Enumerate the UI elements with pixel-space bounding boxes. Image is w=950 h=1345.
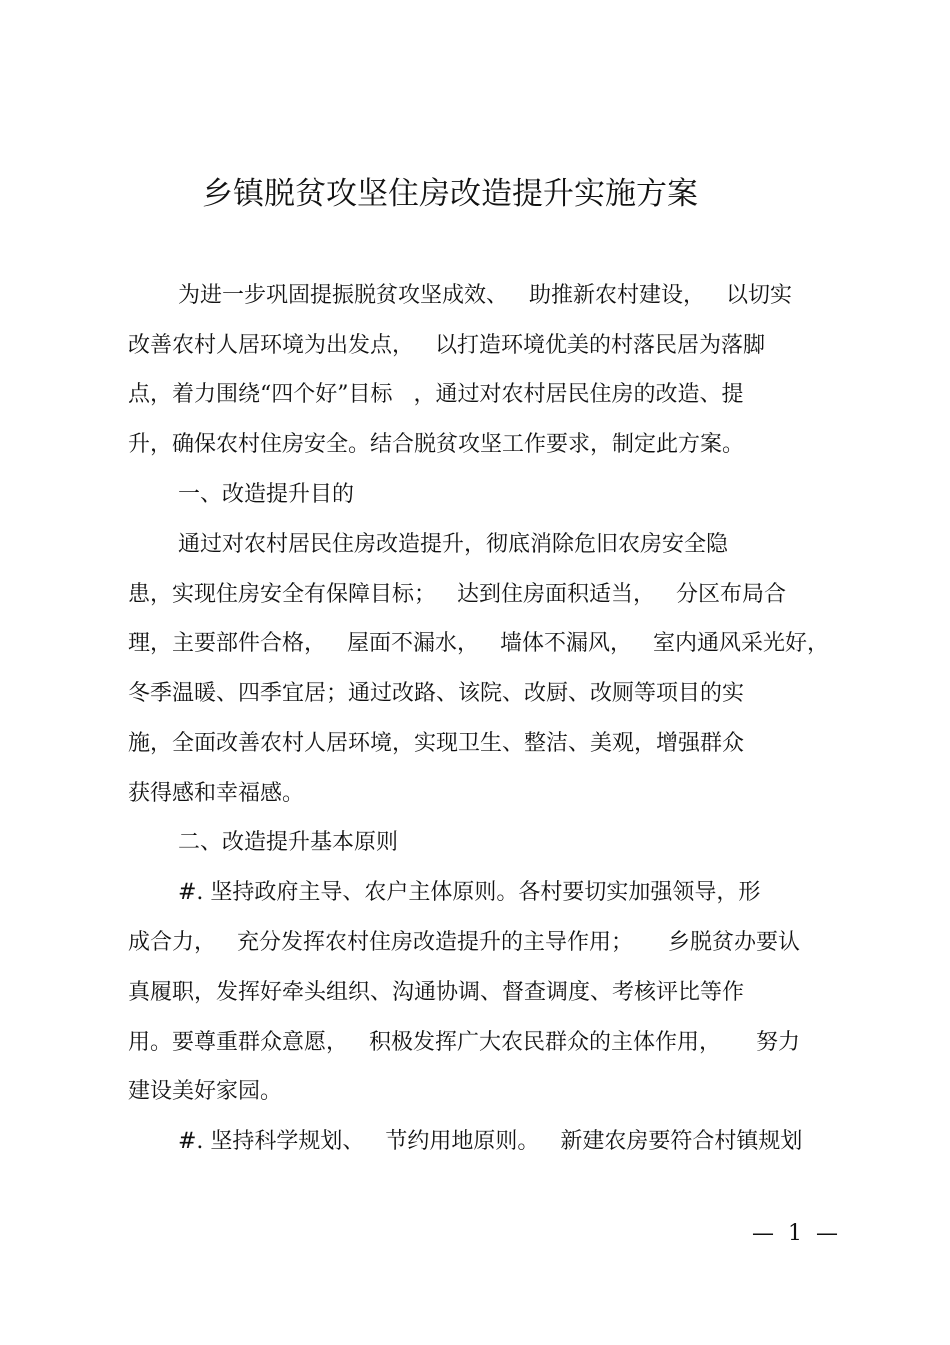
paragraph-line: 为进一步巩固提振脱贫攻坚成效、 助推新农村建设， 以切实 <box>178 283 792 308</box>
paragraph-line: 升，确保农村住房安全。结合脱贫攻坚工作要求，制定此方案。 <box>128 432 745 457</box>
document-title <box>0 172 950 216</box>
paragraph-line: 理，主要部件合格， 屋面不漏水， 墙体不漏风， 室内通风采光好， <box>128 631 829 656</box>
paragraph-line: 通过对农村居民住房改造提升，彻底消除危旧农房安全隐 <box>178 532 729 557</box>
paragraph-line: 成合力， 充分发挥农村住房改造提升的主导作用； 乡脱贫办要认 <box>128 930 800 955</box>
paragraph-line: 施，全面改善农村人居环境，实现卫生、整洁、美观，增强群众 <box>128 731 745 756</box>
paragraph-line: #. 坚持政府主导、农户主体原则。各村要切实加强领导，形 <box>178 880 761 905</box>
paragraph-line: 改善农村人居环境为出发点， 以打造环境优美的村落民居为落脚 <box>128 333 765 358</box>
paragraph-line: 建设美好家园。 <box>128 1079 283 1104</box>
paragraph-line: 冬季温暖、四季宜居；通过改路、该院、改厨、改厕等项目的实 <box>128 681 745 706</box>
paragraph-line: 真履职，发挥好牵头组织、沟通协调、督查调度、考核评比等作 <box>128 980 745 1005</box>
paragraph-line: 用。要尊重群众意愿， 积极发挥广大农民群众的主体作用， 努力 <box>128 1030 800 1055</box>
paragraph-line: #. 坚持科学规划、 节约用地原则。 新建农房要符合村镇规划 <box>178 1129 803 1154</box>
paragraph-line: 患，实现住房安全有保障目标； 达到住房面积适当， 分区布局合 <box>128 582 786 607</box>
page-number: — 1 — <box>752 1221 838 1246</box>
paragraph-line: 获得感和幸福感。 <box>128 781 305 806</box>
paragraph-line: 点，着力围绕“四个好”目标 ，通过对农村居民住房的改造、提 <box>128 382 744 407</box>
section-heading: 二、改造提升基本原则 <box>178 830 399 855</box>
document-title-text: 乡镇脱贫攻坚住房改造提升实施方案 <box>202 176 698 212</box>
section-heading: 一、改造提升目的 <box>178 482 355 507</box>
